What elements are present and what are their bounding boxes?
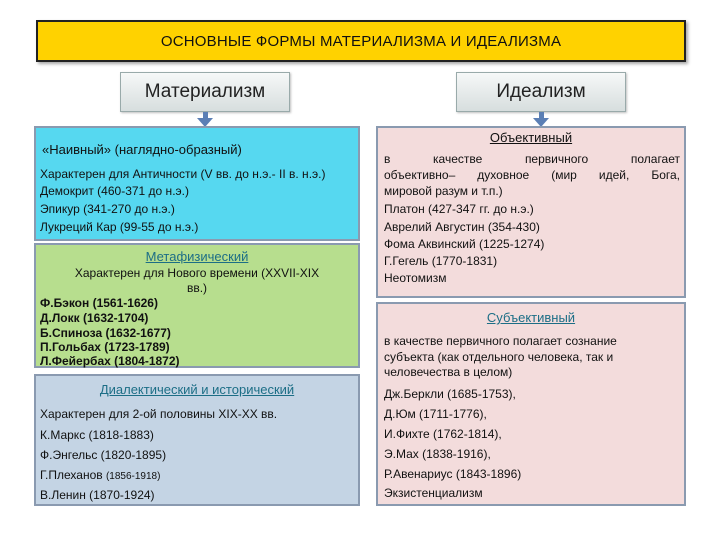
subjective-person: Д.Юм (1711-1776),: [384, 407, 487, 421]
metaphysical-person: Л.Фейербах (1804-1872): [40, 354, 180, 368]
naive-person: Демокрит (460-371 до н.э.): [40, 184, 189, 198]
dialectical-materialism-box: [34, 374, 360, 506]
objective-desc-line: мировой разум и т.п.): [384, 184, 503, 198]
objective-desc-line: в качестве первичного полагает: [384, 152, 680, 166]
objective-title: Объективный: [489, 130, 573, 145]
subjective-person: Дж.Беркли (1685-1753),: [384, 387, 516, 401]
naive-person: Лукреций Кар (99-55 до н.э.): [40, 220, 199, 234]
dialectical-person: В.Ленин (1870-1924): [40, 488, 155, 502]
metaphysical-materialism-box: [34, 243, 360, 368]
subjective-desc-line: человечества в целом): [384, 365, 513, 379]
materialism-heading: Материализм: [120, 72, 290, 112]
objective-person: Г.Гегель (1770-1831): [384, 254, 498, 268]
subjective-person: Экзистенциализм: [384, 486, 483, 500]
idealism-heading: Идеализм: [456, 72, 626, 112]
objective-person: Фома Аквинский (1225-1274): [384, 237, 545, 251]
objective-person: Неотомизм: [384, 271, 447, 285]
objective-person: Платон (427-347 гг. до н.э.): [384, 202, 534, 216]
subjective-person: И.Фихте (1762-1814),: [384, 427, 502, 441]
objective-idealism-box: [376, 126, 686, 298]
naive-title-rest: (наглядно-образный): [111, 142, 242, 157]
metaphysical-person: Ф.Бэкон (1561-1626): [40, 296, 158, 310]
naive-period: Характерен для Античности (V вв. до н.э.- II в. н.э.): [40, 167, 326, 181]
objective-desc-line: объективно– духовное (мир идей, Бога,: [384, 168, 680, 182]
objective-person: Аврелий Августин (354-430): [384, 220, 540, 234]
naive-title-quoted: «Наивный»: [42, 142, 112, 157]
subjective-desc-line: субъекта (как отдельного человека, так и: [384, 350, 614, 364]
metaphysical-person: Д.Локк (1632-1704): [40, 311, 149, 325]
metaphysical-person: Б.Спиноза (1632-1677): [40, 326, 171, 340]
naive-materialism-box: [34, 126, 360, 241]
plekhanov-years: (1856-1918): [105, 471, 161, 482]
dialectical-person-plekhanov: [40, 468, 160, 484]
metaphysical-period-line1: Характерен для Нового времени (XXVII-XIX: [74, 266, 320, 280]
materialism-arrow: [197, 112, 213, 127]
dialectical-person: Ф.Энгельс (1820-1895): [40, 448, 167, 462]
idealism-arrow: [533, 112, 549, 127]
subjective-person: Р.Авенариус (1843-1896): [384, 467, 522, 481]
dialectical-period: Характерен для 2-ой половины XIX-XX вв.: [40, 407, 278, 421]
dialectical-person: К.Маркс (1818-1883): [40, 428, 154, 442]
naive-person: Эпикур (341-270 до н.э.): [40, 202, 175, 216]
page-title: ОСНОВНЫЕ ФОРМЫ МАТЕРИАЛИЗМА И ИДЕАЛИЗМА: [36, 20, 686, 62]
dialectical-title: Диалектический и исторический: [99, 382, 295, 397]
metaphysical-person: П.Гольбах (1723-1789): [40, 340, 170, 354]
plekhanov-name: Г.Плеханов: [40, 468, 103, 482]
naive-title: [42, 142, 242, 157]
subjective-person: Э.Мах (1838-1916),: [384, 447, 491, 461]
metaphysical-title: Метафизический: [145, 249, 249, 264]
subjective-desc-line: в качестве первичного полагает сознание: [384, 334, 617, 348]
subjective-idealism-box: [376, 302, 686, 506]
metaphysical-period-line2: вв.): [186, 281, 208, 295]
subjective-title: Субъективный: [486, 310, 576, 325]
